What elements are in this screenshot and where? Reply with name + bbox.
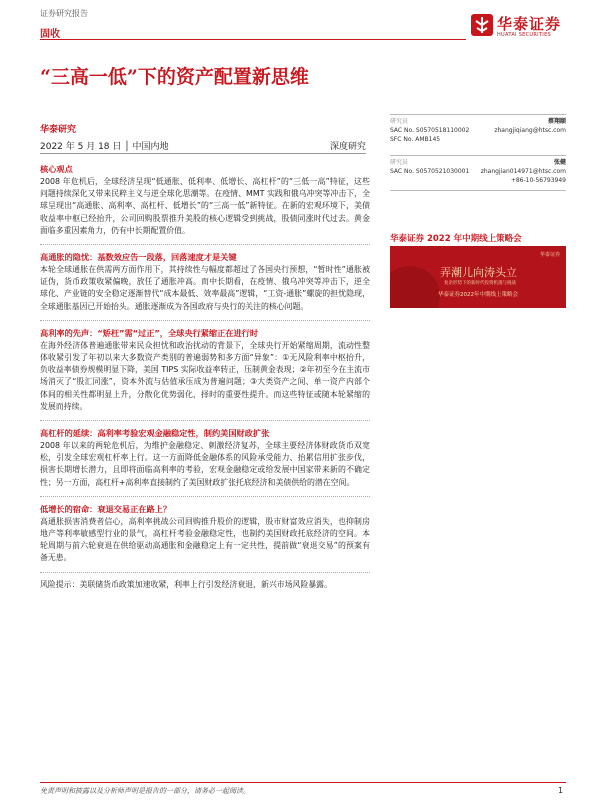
section-text: 高通胀损害消费者信心，高利率挑战公司回购推升股价的逻辑，股市财富效应消失，也抑制房地产等利率敏感型行业的景气，高杠杆考验金融稳定性，也制约美国财政托底经济的空间。本轮周期与前六轮衰退在供给驱动高通胀和金融稳定上有一定共性，提前做“衰退交易”的预案有备无患。 xyxy=(40,516,370,563)
analyst-email[interactable]: zhangjiqiang@htsc.com xyxy=(494,127,566,134)
analyst-role: 研究员 xyxy=(390,159,409,166)
analyst-sfc: SFC No. AMB145 xyxy=(390,136,441,143)
logo-cn-text: 华泰证券 xyxy=(497,15,562,33)
analyst-sac: SAC No. S0570518110002 xyxy=(390,127,470,134)
analyst-name: 蔡翔颐 xyxy=(547,118,566,125)
logo-en-text: HUATAI SECURITIES xyxy=(497,32,551,38)
analyst-email[interactable]: zhangjian014971@htsc.com xyxy=(480,168,566,175)
report-type-label: 证券研究报告 xyxy=(40,9,88,18)
section-core-view xyxy=(40,163,370,237)
section-heading: 高利率的先声：“矫枉”需“过正”，全球央行紧缩正在进行时 xyxy=(40,327,259,338)
section-divider xyxy=(40,572,370,573)
analyst-divider xyxy=(390,190,566,191)
footer-divider xyxy=(40,782,566,783)
banner-decoration xyxy=(390,266,440,308)
analyst-card xyxy=(390,117,566,144)
section-text: 本轮全球通胀在供需两方面作用下，其持续性与幅度都超过了各国央行预想，“暂时性”通胀被证伪，货币政策收紧偏晚，放任了通胀冲高。而中长期看，在疫情、俄乌冲突等冲击下，逆全球化、产业链的安全稳定逐渐替代“成本最低、效率最高”逻辑，“工资-通胀”螺旋的担忧隐现，全球通胀基因已开始抬头。通胀逐渐成为各国政府与央行的关注的核心问题。 xyxy=(40,265,370,311)
event-title: 华泰证券 2022 年中期线上策略会 xyxy=(390,234,522,244)
section-leverage xyxy=(40,427,370,489)
section-heading: 高杠杆的延续：高利率考验宏观金融稳定性，制约美国财政扩张 xyxy=(40,428,270,439)
section-inflation xyxy=(40,251,370,313)
report-body xyxy=(40,163,370,598)
banner-subtitle: 复杂形势下的新时代投资机遇与挑战 xyxy=(444,281,516,286)
analyst-name: 张健 xyxy=(553,159,566,166)
section-growth xyxy=(40,503,370,565)
team-name: 华泰研究 xyxy=(40,125,77,135)
huatai-logo xyxy=(471,14,571,44)
meta-row xyxy=(40,138,366,154)
report-date: 2022 年 5 月 18 日 │ 中国内地 xyxy=(40,142,169,152)
category-bar xyxy=(40,24,466,40)
banner-headline: 弄潮儿向涛头立 xyxy=(440,266,517,279)
analyst-role: 研究员 xyxy=(390,118,409,125)
banner-logo: 华泰证券 xyxy=(539,252,560,258)
section-text: 2008 年以来的两轮危机后，为维护金融稳定、刺激经济复苏，全球主要经济体财政货币双宽松，引发全球宏观杠杆率上行。这一方面降低金融体系的风险承受能力、抬累信用扩张步伐，损害长期增长潜力，且即将面临高利率的考验，宏观金融稳定或给发展中国家带来新的不确定性；另一方面，高杠杆+高利率直接制约了美国财政扩张托底经济和美债供给的潜在空间。 xyxy=(40,441,370,487)
banner-event-name: 华泰证券2022年中期线上策略会 xyxy=(438,292,518,298)
category-label: 固收 xyxy=(40,29,60,40)
section-divider xyxy=(40,496,370,497)
huatai-logo-icon xyxy=(471,14,493,36)
section-interest-rate xyxy=(40,327,370,413)
section-divider xyxy=(40,420,370,421)
analyst-sac: SAC No. S0570521030001 xyxy=(390,168,470,175)
section-heading: 低增长的宿命：衰退交易正在路上？ xyxy=(40,503,172,514)
report-title: “三高一低”下的资产配置新思维 xyxy=(40,66,309,88)
section-divider xyxy=(40,320,370,321)
section-divider xyxy=(40,244,370,245)
risk-warning: 风险提示：美联储货币政策加速收紧，利率上行引发经济衰退，新兴市场风险暴露。 xyxy=(40,579,332,589)
analyst-phone: +86-10-56793949 xyxy=(510,177,566,184)
section-heading: 高通胀的隐忧：基数效应告一段落，回落速度才是关键 xyxy=(40,252,237,263)
report-kind: 深度研究 xyxy=(329,142,366,152)
section-risk xyxy=(40,579,370,591)
analyst-card xyxy=(390,158,566,185)
footer-disclaimer: 免责声明和披露以及分析师声明是报告的一部分，请务必一起阅读。 xyxy=(40,787,250,795)
section-text: 2008 年危机后，全球经济呈现“低通胀、低利率、低增长、高杠杆”的“三低一高”特征，这些问题持续深化又带来民粹主义与逆全球化思潮等。在疫情、MMT 实践和俄乌冲突等冲击下，全球呈现出“高通胀、高利率、高杠杆、低增长”的“三高一低”新特征。在新的宏观环境下，美债收益率中枢已经抬升，公司回购股票推升美股的核心逻辑受到挑战，股债同涨时代过去。黄金面临多重因素角力，仍有中长期配置价值。 xyxy=(40,177,370,235)
section-text: 在海外经济体普遍通胀带来民众担忧和政治扰动的背景下，全球央行开始紧缩周期，流动性整体收紧引发了年初以来大多数资产类别的普遍弱势和多方面“异象”：①无风险利率中枢抬升，负收益率债券规模明显下降，美国 TIPS 实际收益率转正，压制黄金表现；②年初至今在主流市场消灭了“股汇同涨”，资本外流与估值承压成为普遍问题；③大类资产之间、单一资产内部个体间的相关性都明显上升，分散化优势弱化，择时的重要性提升。而这些特征或随本轮紧缩的发展而持续。 xyxy=(40,340,370,411)
analyst-divider xyxy=(390,114,566,115)
page-number: 1 xyxy=(558,786,564,795)
section-heading: 核心观点 xyxy=(40,164,73,174)
event-banner[interactable] xyxy=(390,246,566,308)
analyst-divider xyxy=(390,155,566,156)
